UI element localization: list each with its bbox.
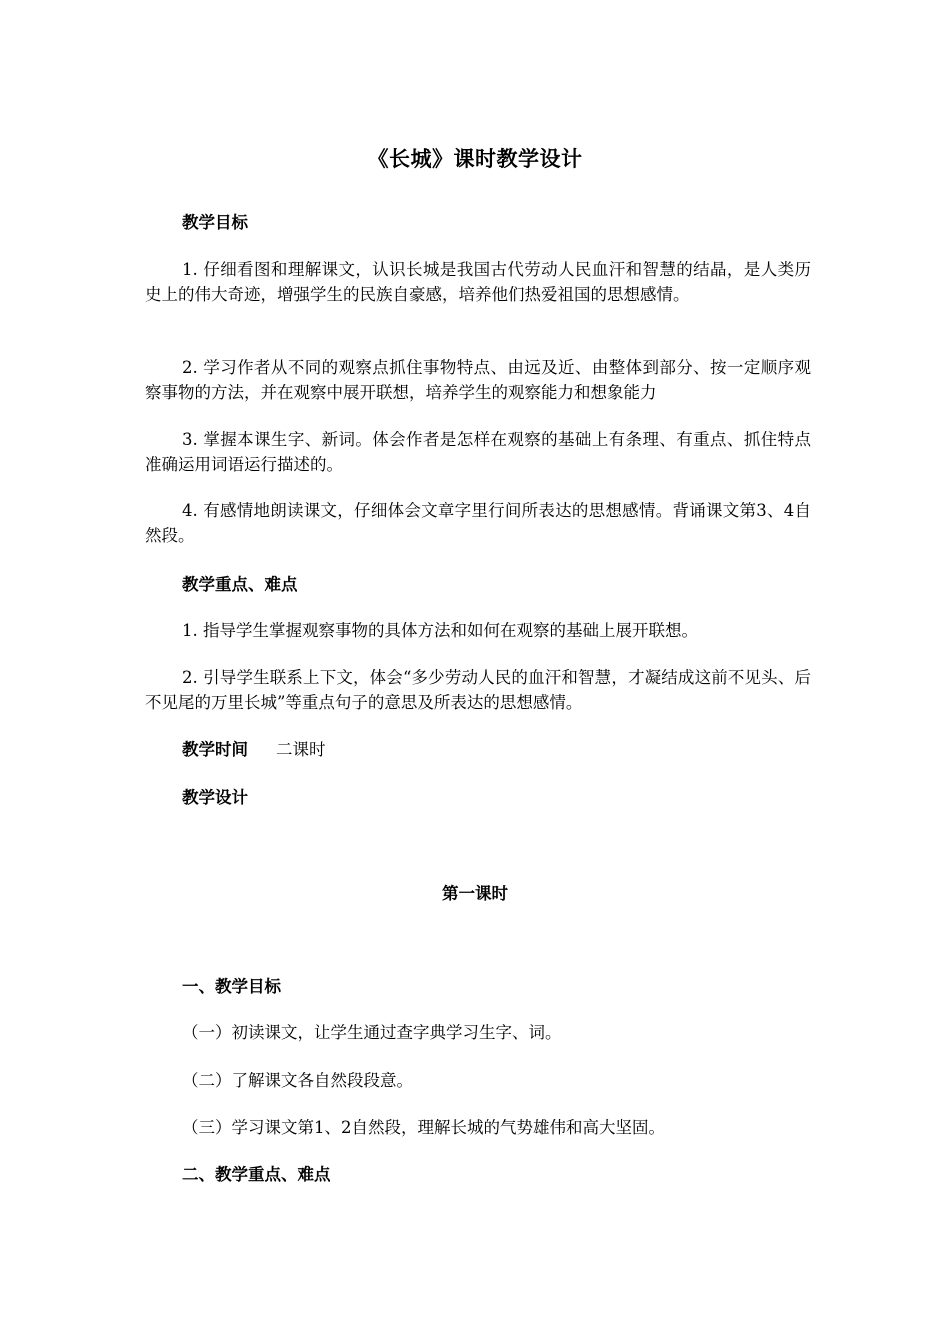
- teaching-time-value: 二课时: [276, 740, 326, 759]
- objective-item-2: 2. 学习作者从不同的观察点抓住事物特点、由远及近、由整体到部分、按一定顺序观察事物的方法，并在观察中展开联想，培养学生的观察能力和想象能力: [145, 358, 811, 402]
- lesson-1-objectives-heading: 一、教学目标: [182, 977, 281, 996]
- lesson-1-objective-2: （二）了解课文各自然段段意。: [182, 1071, 413, 1090]
- objectives-heading: 教学目标: [182, 213, 248, 232]
- lesson-1-objective-1: （一）初读课文，让学生通过查字典学习生字、词。: [182, 1023, 562, 1042]
- key-points-heading: 教学重点、难点: [182, 575, 298, 594]
- lesson-1-key-points-heading: 二、教学重点、难点: [182, 1165, 331, 1184]
- objective-item-1: 1. 仔细看图和理解课文，认识长城是我国古代劳动人民血汗和智慧的结晶，是人类历史上的伟大奇迹，增强学生的民族自豪感，培养他们热爱祖国的思想感情。: [145, 260, 811, 304]
- key-point-item-1: 1. 指导学生掌握观察事物的具体方法和如何在观察的基础上展开联想。: [182, 621, 698, 640]
- teaching-time: [145, 737, 811, 762]
- lesson-1-heading: 第一课时: [442, 884, 508, 903]
- key-point-item-2: 2. 引导学生联系上下文，体会“多少劳动人民的血汗和智慧，才凝结成这前不见头、后不见尾的万里长城”等重点句子的意思及所表达的思想感情。: [145, 668, 811, 712]
- objective-item-4: 4. 有感情地朗读课文，仔细体会文章字里行间所表达的思想感情。背诵课文第3、4自然段。: [145, 501, 811, 545]
- objective-item-3: 3. 掌握本课生字、新词。体会作者是怎样在观察的基础上有条理、有重点、抓住特点准确运用词语运行描述的。: [145, 430, 811, 474]
- teaching-time-label: 教学时间: [182, 740, 248, 759]
- document-title: 《长城》课时教学设计: [367, 146, 583, 171]
- lesson-1-objective-3: （三）学习课文第1、2自然段，理解长城的气势雄伟和高大坚固。: [182, 1118, 665, 1137]
- design-heading: 教学设计: [182, 788, 248, 807]
